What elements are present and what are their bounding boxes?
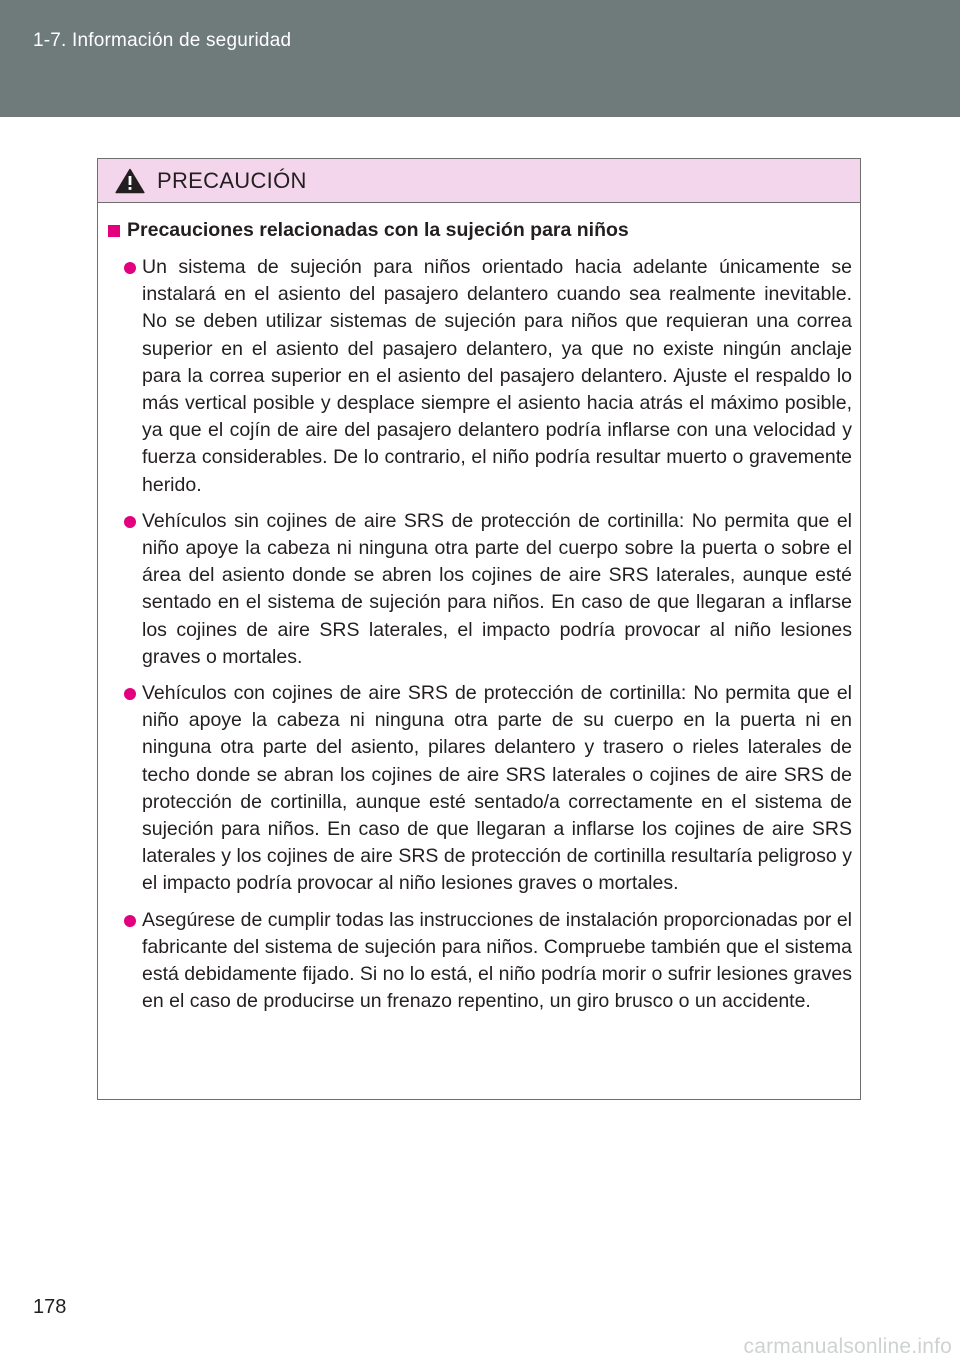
section-title: 1-7. Información de seguridad	[33, 30, 292, 51]
list-item-text: Asegúrese de cumplir todas las instrucciones de instalación proporcionadas por el fabricante del sistema de sujeción para niños. Compruebe también que el sistema está debidamente fijado. Si no lo está, el niño podría morir o sufrir lesiones graves en el caso de producirse un frenazo repentino, un giro brusco o un accidente.	[142, 908, 852, 1013]
dot-bullet-icon	[124, 915, 136, 927]
caution-header	[98, 159, 860, 203]
dot-bullet-icon	[124, 516, 136, 528]
list-item-text: Un sistema de sujeción para niños orientado hacia adelante únicamente se instalará en el asiento del pasajero delantero cuando sea realmente inevitable. No se deben utilizar sistemas de sujeción para niños que requieran una correa superior en el asiento del pasajero delantero, ya que no existe ningún anclaje para la correa superior en el asiento del pasajero delantero. Ajuste el respaldo lo más vertical posible y desplace siempre el asiento hacia atrás el máximo posible, ya que el cojín de aire del pasajero delantero podría inflarse con una velocidad y fuerza considerables. De lo contrario, el niño podría resultar muerto o gravemente herido.	[142, 256, 852, 496]
list-item	[108, 508, 852, 671]
caution-box	[97, 158, 861, 1100]
list-item-text: Vehículos con cojines de aire SRS de protección de cortinilla: No permita que el niño apoye la cabeza ni ninguna otra parte de su cuerpo en la puerta ni en ninguna otra parte del asiento, pilares delantero y trasero o rieles laterales de techo donde se abran los cojines de aire SRS laterales o cojines de aire SRS de protección de cortinilla, aunque esté sentado/a correctamente en el sistema de sujeción para niños. En caso de que llegaran a inflarse los cojines de aire SRS laterales y los cojines de aire SRS de protección de cortinilla resultaría peligroso y el impacto podría provocar al niño lesiones graves o mortales.	[142, 682, 852, 895]
topic-heading	[108, 219, 852, 242]
caution-body	[98, 203, 860, 1015]
list-item-text: Vehículos sin cojines de aire SRS de protección de cortinilla: No permita que el niño apoye la cabeza ni ninguna otra parte del cuerpo sobre la puerta o sobre el área del asiento donde se abren los cojines de aire SRS laterales, aunque esté sentado en el sistema de sujeción para niños. En caso de que llegaran a inflarse los cojines de aire SRS laterales, el impacto podría provocar al niño lesiones graves o mortales.	[142, 509, 852, 668]
dot-bullet-icon	[124, 688, 136, 700]
list-item	[108, 907, 852, 1016]
header-band	[0, 0, 960, 117]
square-bullet-icon	[108, 225, 120, 237]
caution-title: PRECAUCIÓN	[157, 167, 307, 193]
watermark: carmanualsonline.info	[743, 1335, 952, 1358]
page-number: 178	[33, 1296, 67, 1318]
topic-text: Precauciones relacionadas con la sujeción para niños	[127, 219, 629, 241]
dot-bullet-icon	[124, 262, 136, 274]
list-item	[108, 254, 852, 499]
warning-triangle-icon	[115, 168, 145, 194]
list-item	[108, 680, 852, 898]
